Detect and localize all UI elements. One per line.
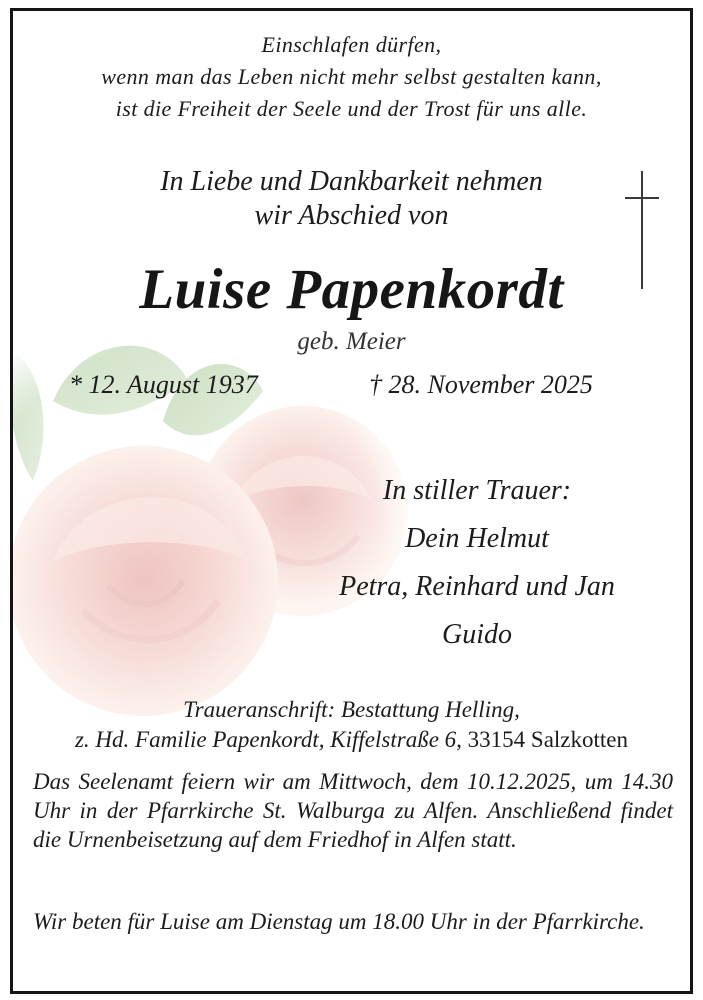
- mourners-heading: In stiller Trauer:: [382, 475, 572, 506]
- address-street: z. Hd. Familie Papenkordt, Kiffelstraße 6,: [74, 727, 462, 752]
- prayer-info: Wir beten für Luise am Dienstag um 18.00 Uhr in der Pfarrkirche.: [33, 909, 645, 934]
- birth-name: geb. Meier: [297, 328, 406, 355]
- poem-line: wenn man das Leben nicht mehr selbst gestalten kann,: [101, 64, 602, 89]
- address-line: Traueranschrift: Bestattung Helling,: [183, 697, 520, 722]
- poem: [13, 29, 690, 125]
- mourning-address: [13, 695, 690, 755]
- deceased-name: Luise Papenkordt: [139, 258, 564, 321]
- poem-line: Einschlafen dürfen,: [261, 32, 442, 57]
- farewell-intro: [13, 165, 690, 233]
- death-date: † 28. November 2025: [369, 370, 593, 399]
- address-line: [13, 725, 690, 755]
- mourners-block: [299, 467, 655, 659]
- intro-line: wir Abschied von: [254, 200, 449, 231]
- obituary-notice: [10, 8, 693, 994]
- birth-date: * 12. August 1937: [69, 370, 258, 399]
- requiem-info: Das Seelenamt feiern wir am Mittwoch, dem 10.12.2025, um 14.30 Uhr in der Pfarrkirche St. Walburga zu Alfen. Anschließend findet die Urnenbeisetzung auf dem Friedhof in Alfen statt.: [33, 769, 673, 852]
- mourner-line: Dein Helmut: [405, 523, 549, 554]
- poem-line: ist die Freiheit der Seele und der Trost für uns alle.: [115, 96, 588, 121]
- mourner-line: Guido: [442, 619, 512, 650]
- mourner-line: Petra, Reinhard und Jan: [339, 571, 615, 602]
- address-city: 33154 Salzkotten: [467, 727, 628, 752]
- intro-line: In Liebe und Dankbarkeit nehmen: [160, 166, 543, 197]
